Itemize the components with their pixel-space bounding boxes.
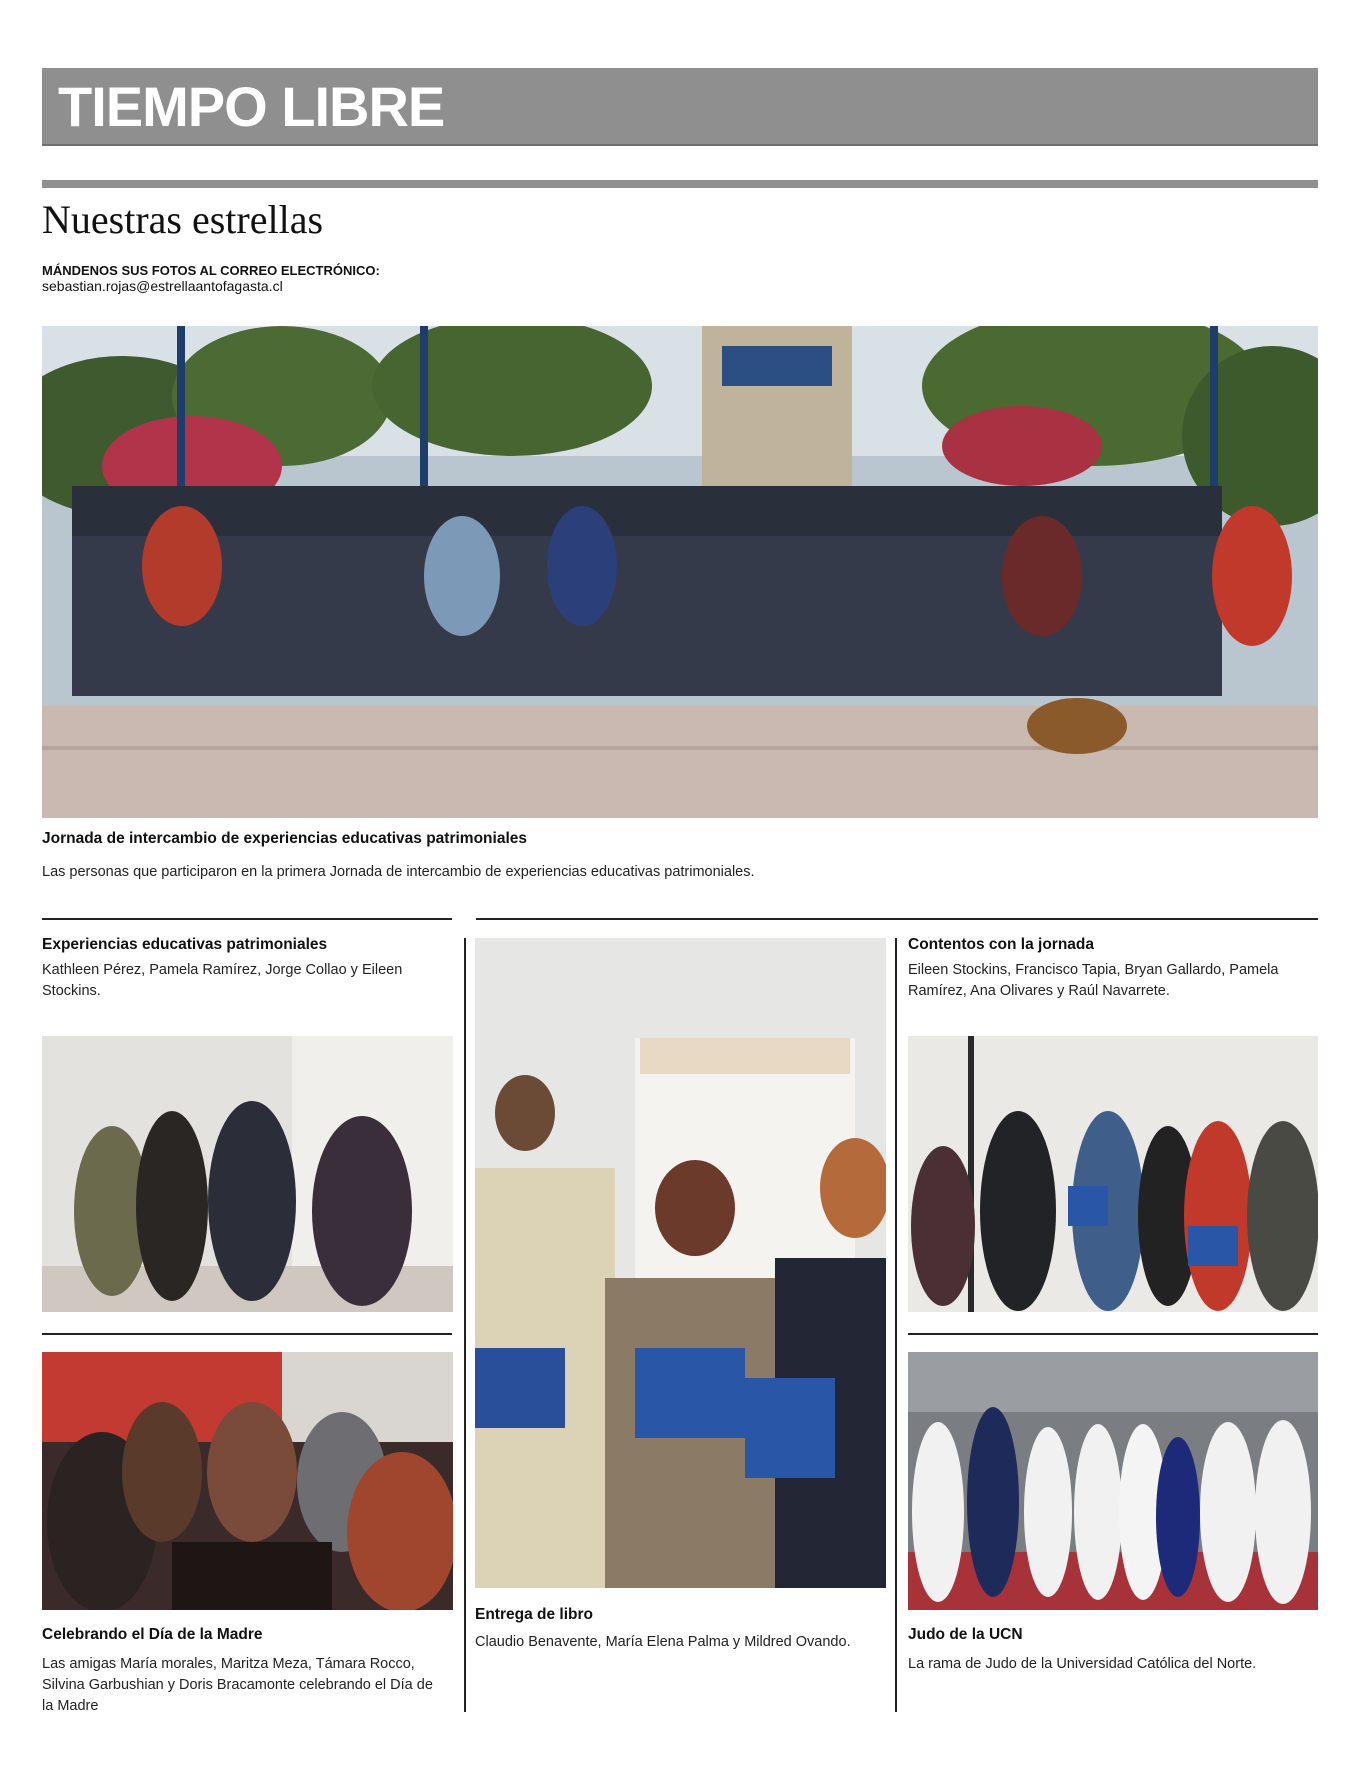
column-divider-left [464, 938, 466, 1712]
divider-left-top [42, 918, 452, 920]
experiencias-text: Kathleen Pérez, Pamela Ramírez, Jorge Collao y Eileen Stockins. [42, 962, 403, 999]
main-story-title: Jornada de intercambio de experiencias educativas patrimoniales [42, 830, 527, 847]
divider-right-mid [908, 1333, 1318, 1335]
libro-title: Entrega de libro [475, 1606, 593, 1623]
libro-photo [475, 938, 886, 1588]
judo-text: La rama de Judo de la Universidad Católica del Norte. [908, 1656, 1257, 1672]
group-photo [42, 326, 1318, 818]
divider-left-mid [42, 1333, 452, 1335]
experiencias-title: Experiencias educativas patrimoniales [42, 936, 328, 953]
contentos-title: Contentos con la jornada [908, 936, 1095, 953]
madre-photo [42, 1352, 453, 1610]
main-story-text: Las personas que participaron en la primera Jornada de intercambio de experiencias educativas patrimoniales. [42, 864, 755, 880]
judo-title: Judo de la UCN [908, 1626, 1023, 1643]
section-header-bar [42, 68, 1318, 146]
contentos-text: Eileen Stockins, Francisco Tapia, Bryan Gallardo, Pamela Ramírez, Ana Olivares y Raúl Navarrete. [908, 962, 1279, 999]
contentos-photo [908, 1036, 1318, 1312]
header-divider [42, 180, 1318, 188]
contact-label: MÁNDENOS SUS FOTOS AL CORREO ELECTRÓNICO: [42, 263, 380, 278]
section-title: TIEMPO LIBRE [58, 75, 445, 138]
column-divider-right [895, 938, 897, 1712]
madre-text: Las amigas María morales, Maritza Meza, Támara Rocco, Silvina Garbushian y Doris Bracamonte celebrando el Día de la Madre [42, 1656, 433, 1714]
divider-right-top [476, 918, 1318, 920]
experiencias-photo [42, 1036, 453, 1312]
contact-email[interactable]: sebastian.rojas@estrellaantofagasta.cl [42, 278, 283, 294]
judo-photo [908, 1352, 1318, 1610]
libro-text: Claudio Benavente, María Elena Palma y Mildred Ovando. [475, 1634, 851, 1650]
madre-title: Celebrando el Día de la Madre [42, 1626, 263, 1643]
page-title: Nuestras estrellas [42, 197, 324, 242]
